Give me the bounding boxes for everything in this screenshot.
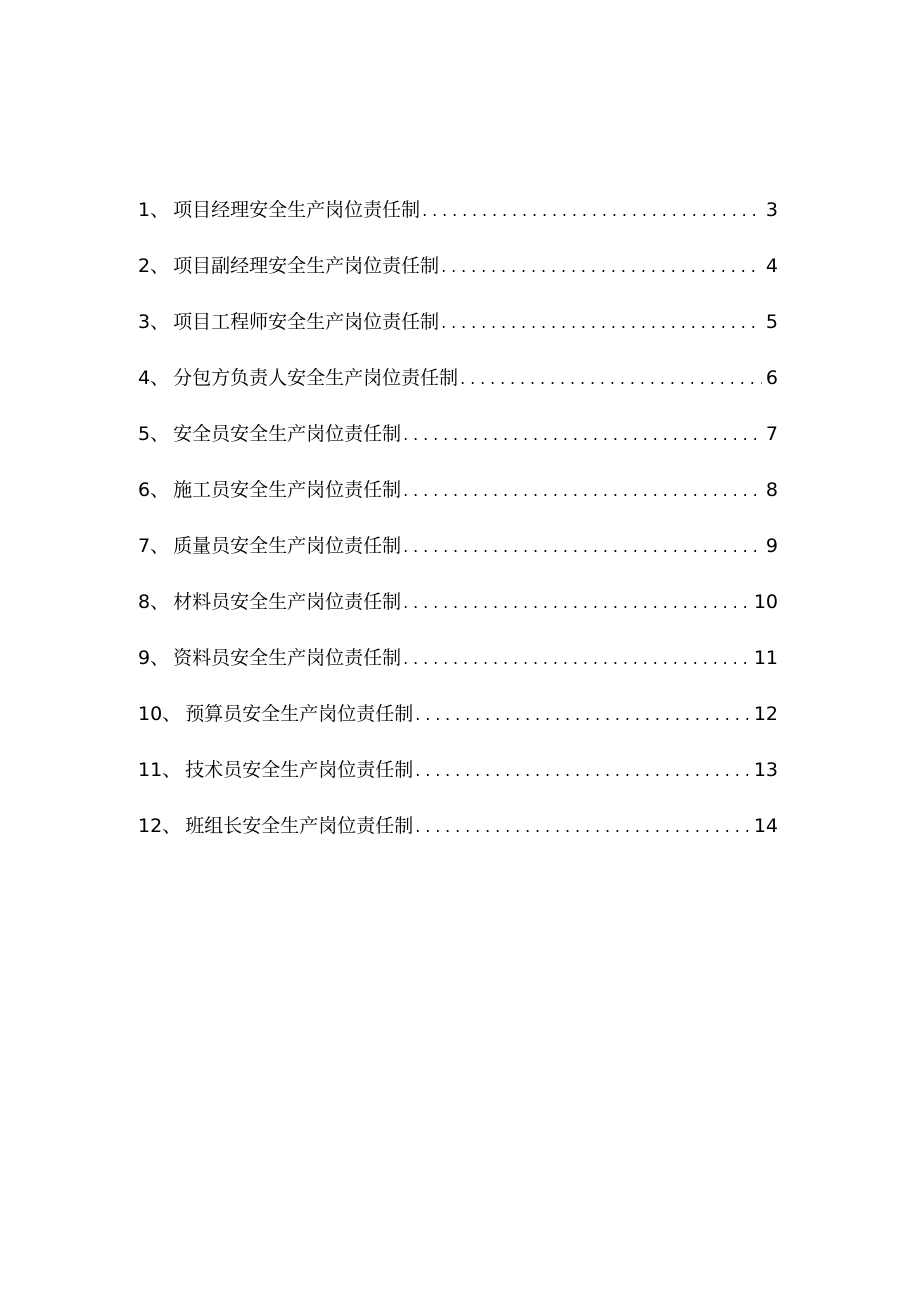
toc-entry-page: 5 [765,311,778,333]
toc-entry-number: 5 [138,423,151,445]
toc-entry-number: 10 [138,703,163,725]
toc-entry-title: 技术员安全生产岗位责任制 [185,759,414,781]
toc-entry[interactable] [138,252,778,308]
toc-entry[interactable] [138,644,778,700]
dot-leader [415,757,750,785]
toc-entry[interactable] [138,756,778,812]
toc-entry-page: 6 [765,367,778,389]
toc-entry-separator: 、 [150,423,170,445]
toc-entry-title: 安全员安全生产岗位责任制 [173,423,402,445]
toc-entry-title: 资料员安全生产岗位责任制 [173,647,402,669]
toc-entry-number: 3 [138,311,151,333]
dot-leader [403,421,762,449]
dot-leader [403,533,762,561]
toc-entry-page: 13 [753,759,778,781]
toc-entry-number: 7 [138,535,151,557]
toc-entry-separator: 、 [150,591,170,613]
toc-entry-separator: 、 [150,255,170,277]
toc-entry-number: 8 [138,591,151,613]
toc-entry[interactable] [138,420,778,476]
toc-entry[interactable] [138,588,778,644]
dot-leader [403,477,762,505]
dot-leader [403,645,750,673]
dot-leader [415,701,750,729]
toc-entry-title: 材料员安全生产岗位责任制 [173,591,402,613]
toc-entry[interactable] [138,812,778,868]
toc-entry-title: 项目副经理安全生产岗位责任制 [173,255,440,277]
toc-entry[interactable] [138,476,778,532]
toc-entry-number: 4 [138,367,151,389]
toc-entry-title: 施工员安全生产岗位责任制 [173,479,402,501]
toc-entry-page: 12 [753,703,778,725]
toc-entry-title: 预算员安全生产岗位责任制 [185,703,414,725]
toc-entry-number: 1 [138,199,151,221]
toc-entry-separator: 、 [150,647,170,669]
dot-leader [403,589,750,617]
toc-entry-separator: 、 [150,367,170,389]
toc-entry[interactable] [138,364,778,420]
table-of-contents [138,196,778,868]
toc-entry[interactable] [138,700,778,756]
toc-entry-separator: 、 [150,535,170,557]
toc-entry-title: 项目经理安全生产岗位责任制 [173,199,421,221]
toc-entry-separator: 、 [150,199,170,221]
toc-entry[interactable] [138,308,778,364]
toc-entry-separator: 、 [162,815,182,837]
toc-entry-page: 9 [765,535,778,557]
toc-entry-page: 10 [753,591,778,613]
toc-entry-separator: 、 [150,479,170,501]
toc-entry-page: 4 [765,255,778,277]
dot-leader [415,813,750,841]
dot-leader [422,197,762,225]
toc-entry-number: 12 [138,815,163,837]
toc-entry-separator: 、 [150,311,170,333]
toc-entry-page: 11 [753,647,778,669]
dot-leader [441,253,762,281]
toc-entry-page: 3 [765,199,778,221]
toc-entry-number: 2 [138,255,151,277]
toc-entry-title: 分包方负责人安全生产岗位责任制 [173,367,459,389]
toc-entry-title: 质量员安全生产岗位责任制 [173,535,402,557]
toc-entry-title: 项目工程师安全生产岗位责任制 [173,311,440,333]
toc-entry-page: 7 [765,423,778,445]
toc-entry[interactable] [138,532,778,588]
dot-leader [441,309,762,337]
toc-entry[interactable] [138,196,778,252]
dot-leader [460,365,762,393]
toc-entry-number: 11 [138,759,163,781]
toc-entry-number: 6 [138,479,151,501]
toc-entry-number: 9 [138,647,151,669]
toc-entry-page: 8 [765,479,778,501]
toc-entry-title: 班组长安全生产岗位责任制 [185,815,414,837]
toc-entry-separator: 、 [162,759,182,781]
toc-entry-separator: 、 [162,703,182,725]
toc-entry-page: 14 [753,815,778,837]
